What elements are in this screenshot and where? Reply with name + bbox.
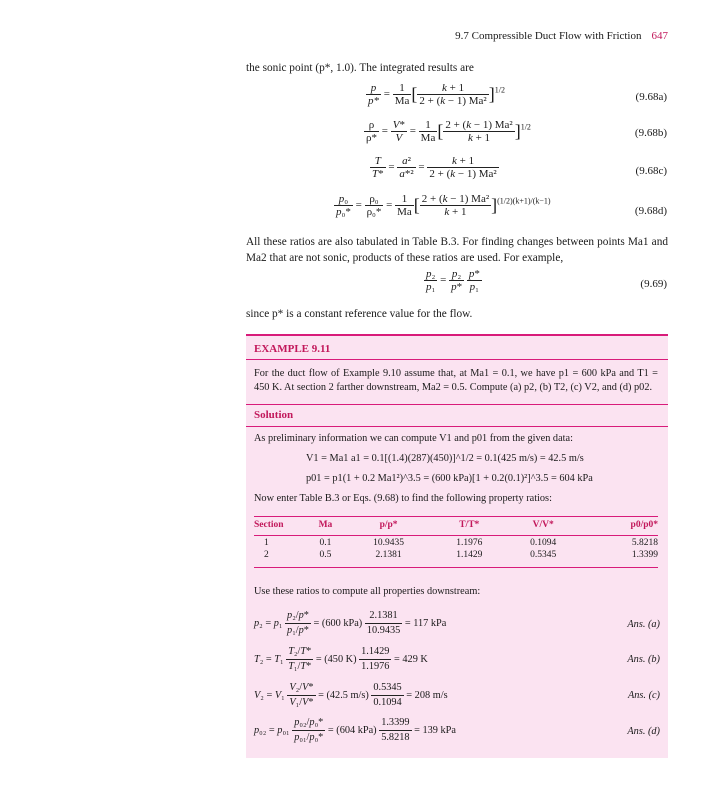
now-enter-text: Now enter Table B.3 or Eqs. (9.68) to find the following property ratios:	[254, 493, 552, 504]
ans-c: Ans. (c)	[627, 690, 660, 701]
running-header	[455, 30, 668, 42]
page-number: 647	[651, 30, 668, 42]
answer-c: V₂ = V₁ $\frac{\text{V₂/V*}}{\text{V₁/V*}}$ = (42.5 m/s) $\frac{0.5345}{0.1094}$ = 208 m/s	[254, 682, 448, 708]
eq-label-9-68b: (9.68b)	[634, 127, 667, 139]
example-rule	[246, 359, 668, 360]
paragraph-tables: All these ratios are also tabulated in Table B.3. For finding changes between points Ma1 and Ma2 that are not sonic, products of these ratios are used. For example,	[246, 236, 668, 264]
solution-rule-bottom	[246, 426, 668, 427]
answer-b: T₂ = T₁ $\frac{\text{T₂/T*}}{\text{T₁/T*}}$ = (450 K) $\frac{1.1429}{1.1976}$ = 429 K	[254, 646, 428, 672]
equation-9-68b: $\frac{\rho}{\rho*}$ = $\frac{V*}{V}$ = $\frac{1}{Ma}$ [ $\frac{\text{2 + (k − 1) Ma²}}{k + 1}$ ]$^{1/2}$	[366, 119, 531, 144]
equation-9-69: $\frac{\text{p₂}}{\text{p₁}}$ = $\frac{\text{p₂}}{p*}$ $\frac{p*}{\text{p₁}}$	[426, 268, 480, 293]
example-title: EXAMPLE 9.11	[254, 343, 331, 355]
example-top-rule	[246, 334, 668, 336]
eq-label-9-69: (9.69)	[640, 278, 667, 290]
table-top-rule	[254, 516, 658, 517]
prelim-text: As preliminary information we can compute V1 and p01 from the given data:	[254, 433, 573, 444]
col-header-v-ratio: V/V*	[532, 520, 554, 530]
ratio-table	[254, 518, 658, 561]
eq-p01: p01 = p1(1 + 0.2 Ma1²)^3.5 = (600 kPa)[1 + 0.2(0.1)²]^3.5 = 604 kPa	[306, 473, 593, 484]
use-ratios-text: Use these ratios to compute all properties downstream:	[254, 586, 481, 597]
solution-rule	[246, 404, 668, 405]
intro-text: the sonic point (p*, 1.0). The integrated results are	[246, 62, 474, 74]
example-box	[246, 334, 668, 758]
equation-9-68a: $\frac{p}{p*}$ = $\frac{1}{Ma}$ [ $\frac{k + 1}{\text{2 + (k − 1) Ma²}}$ ]$^{1/2}$	[368, 82, 505, 107]
running-title: 9.7 Compressible Duct Flow with Friction	[455, 30, 642, 42]
col-header-ma: Ma	[318, 520, 333, 530]
table-bottom-rule	[254, 567, 658, 568]
col-header-p0-ratio: p0/p0*	[630, 520, 658, 530]
col-header-section: Section	[254, 520, 284, 530]
equation-9-68d: $\frac{\text{p₀}}{\text{p₀*}}$ = $\frac{\text{ρ₀}}{\text{ρ₀*}}$ = $\frac{1}{Ma}$ [ $\frac{\text{2 + (k − 1) Ma²}}{k + 1}$ ]$^{(1/2)(k+1)/(k-1)}$	[336, 193, 551, 218]
answer-a: p₂ = p₁ $\frac{\text{p₂/p*}}{\text{p₁/p*}}$ = (600 kPa) $\frac{2.1381}{10.9435}$ = 117 kPa	[254, 610, 447, 636]
ans-d: Ans. (d)	[627, 726, 660, 737]
table-header-rule	[254, 535, 658, 536]
eq-label-9-68a: (9.68a)	[635, 91, 667, 103]
eq-label-9-68d: (9.68d)	[634, 205, 667, 217]
table-row: 2 0.5 2.1381 1.1429 0.5345 1.3399	[264, 550, 658, 560]
eq-label-9-68c: (9.68c)	[635, 165, 667, 177]
eq-v1: V1 = Ma1 a1 = 0.1[(1.4)(287)(450)]^1/2 = 0.1(425 m/s) = 42.5 m/s	[306, 453, 584, 464]
table-row: 1 0.1 10.9435 1.1976 0.1094 5.8218	[264, 538, 658, 548]
equation-9-68c: $\frac{T}{T*}$ = $\frac{\text{a²}}{\text{a*²}}$ = $\frac{k + 1}{\text{2 + (k − 1) Ma²}}$	[372, 155, 497, 180]
solution-title: Solution	[254, 409, 294, 421]
paragraph-since: since p* is a constant reference value for the flow.	[246, 308, 473, 320]
example-problem: For the duct flow of Example 9.10 assume that, at Ma1 = 0.1, we have p1 = 600 kPa and T1 = 450 K. At section 2 farther downstream, Ma2 = 0.5. Compute (a) p2, (b) T2, (c) V2, and (d) p02.	[254, 368, 658, 393]
ans-b: Ans. (b)	[627, 654, 660, 665]
col-header-t-ratio: T/T*	[459, 520, 480, 530]
col-header-p-ratio: p/p*	[379, 520, 398, 530]
ans-a: Ans. (a)	[627, 619, 660, 630]
answer-d: p₀₂ = p₀₁ $\frac{\text{p₀₂/p₀*}}{\text{p₀₁/p₀*}}$ = (604 kPa) $\frac{1.3399}{5.8218}$ = 139 kPa	[254, 717, 456, 743]
